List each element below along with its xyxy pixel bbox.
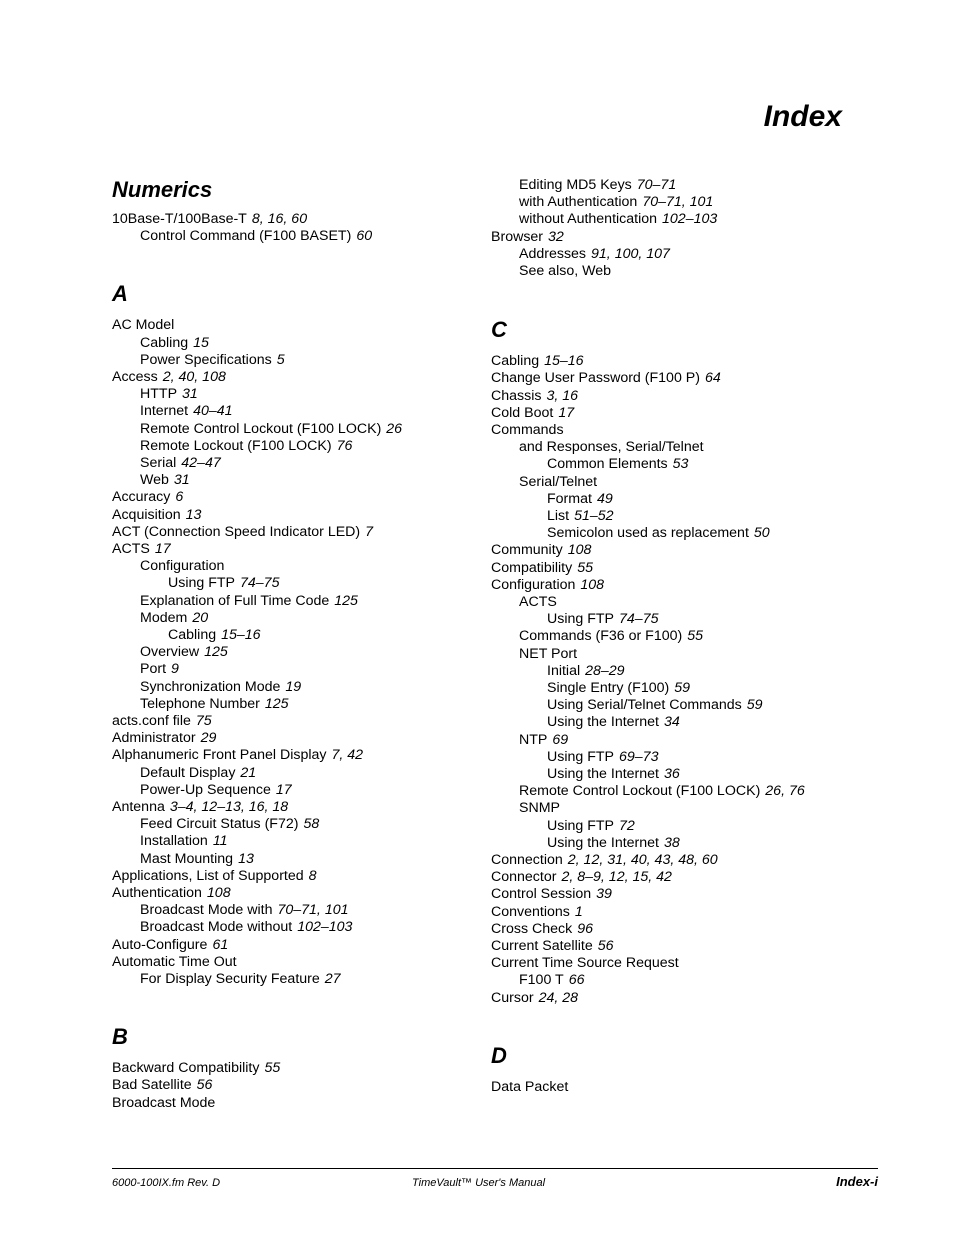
index-entry-term: AC Model [112,317,175,334]
index-entry-term: Change User Password (F100 P) [491,370,700,387]
footer-page-number: Index-i [836,1174,878,1189]
index-entry [140,782,292,799]
index-entry-term: Compatibility [491,559,573,576]
index-entry-pages: 53 [672,456,689,473]
index-entry-pages: 13 [238,850,254,867]
index-entry-pages: 50 [753,525,770,542]
index-entry-term: Authentication [112,885,202,901]
index-entry-pages: 7 [365,523,374,540]
index-entry [140,438,352,455]
index-entry-term: Antenna [112,799,165,815]
index-entry-pages: 125 [264,695,289,712]
index-entry-term: Commands (F36 or F100) [519,628,683,645]
index-entry [491,560,593,577]
footer-doc-id: 6000-100IX.fm Rev. D [112,1177,221,1189]
index-entry [519,732,568,749]
index-entry-pages: 17 [154,541,171,557]
index-entry-pages: 76 [336,437,353,454]
index-entry [519,211,717,228]
index-entry-term: Cabling [168,627,217,643]
index-entry-pages: 34 [664,714,680,731]
index-entry-term: Configuration [140,558,225,575]
index-entry [519,646,577,663]
index-entry-term: Applications, List of Supported [112,867,304,884]
index-entry-pages: 17 [558,404,575,421]
index-entry [491,955,679,972]
index-entry [140,421,402,438]
index-entry-term: Initial [547,662,581,679]
index-entry-term: Automatic Time Out [112,953,237,970]
page-title: Index [763,100,842,133]
index-entry-term: Configuration [491,576,576,593]
section-heading: D [491,1042,507,1068]
index-entry [112,937,228,954]
index-entry-term: Acquisition [112,506,181,523]
index-entry [491,542,591,559]
index-entry-pages: 29 [200,730,217,747]
index-entry-term: Serial [140,455,177,471]
index-entry-pages: 56 [196,1077,213,1094]
index-entry [491,852,718,869]
index-entry-term: Cabling [491,353,540,370]
index-entry [519,800,560,817]
index-entry-term: Broadcast Mode without [140,919,293,936]
index-entry [547,663,625,680]
index-entry-term: Web [140,472,169,489]
index-entry [140,558,224,575]
index-entry [491,577,604,594]
index-entry-term: Accuracy [112,489,171,506]
index-entry-term: Community [491,542,563,559]
index-entry-pages: 61 [212,936,229,953]
index-entry [112,885,231,902]
index-entry [140,851,254,868]
index-entry [140,403,233,420]
index-entry [140,816,319,833]
index-entry [547,491,613,508]
index-entry-term: Format [547,490,592,507]
index-entry-pages: 19 [285,678,302,695]
index-entry-pages: 74–75 [619,611,659,628]
index-entry-term: acts.conf file [112,713,191,729]
index-entry-term: Remote Lockout (F100 LOCK) [140,437,332,454]
index-entry-pages: 42–47 [181,455,221,471]
index-entry-term: Using the Internet [547,834,659,851]
index-entry-pages: 64 [704,370,721,387]
index-entry-pages: 102–103 [297,919,353,936]
index-entry [519,439,704,456]
index-entry [491,388,578,405]
index-entry-term: Connector [491,869,557,886]
index-entry-term: NET Port [519,645,578,662]
index-entry [547,508,614,525]
index-entry [112,1077,212,1094]
index-entry-term: Alphanumeric Front Panel Display [112,747,327,764]
index-entry-pages: 15–16 [544,353,584,370]
index-entry [491,938,614,955]
index-entry-pages: 15 [193,334,209,351]
index-entry [491,405,574,422]
index-entry-term: Explanation of Full Time Code [140,592,330,609]
footer-rule [112,1168,878,1169]
index-entry [140,833,228,850]
index-entry-pages: 15–16 [221,627,261,643]
index-entry-term: and Responses, Serial/Telnet [519,439,704,456]
index-entry-term: For Display Security Feature [140,971,320,987]
index-entry-term: Synchronization Mode [140,678,281,695]
section-heading: C [491,317,507,343]
index-entry-pages: 2, 12, 31, 40, 43, 48, 60 [567,852,718,868]
index-entry [491,886,612,903]
index-entry-pages: 75 [195,713,212,729]
index-entry [112,524,373,541]
index-entry-term: with Authentication [519,194,638,211]
index-entry [491,370,721,387]
index-entry [112,868,317,885]
index-entry-pages: 125 [334,592,358,609]
index-entry-pages: 70–71, 101 [642,194,714,211]
index-entry-term: Cold Boot [491,404,554,421]
index-entry-term: Power Specifications [140,351,272,368]
index-entry-pages: 58 [303,816,320,833]
index-entry-pages: 17 [275,781,292,798]
index-entry [140,593,358,610]
index-entry-pages: 8 [308,867,317,884]
index-entry [547,835,680,852]
index-entry-pages: 40–41 [193,403,233,420]
index-entry-pages: 96 [577,920,593,937]
index-entry-pages: 2, 8–9, 12, 15, 42 [561,869,672,886]
index-entry [140,919,352,936]
index-entry-term: Broadcast Mode with [140,902,273,919]
index-entry [168,575,279,592]
index-entry-term: List [547,508,570,524]
index-entry-term: Using FTP [547,748,615,765]
index-entry-term: Using FTP [547,817,615,834]
index-entry-pages: 55 [687,628,703,645]
index-entry-term: Using the Internet [547,714,659,731]
index-entry-pages: 28–29 [585,662,625,679]
index-entry-term: Cursor [491,989,534,1006]
index-entry [112,369,226,386]
index-entry-term: Current Satellite [491,938,593,954]
index-entry-term: HTTP [140,386,178,403]
index-entry [519,263,611,280]
index-entry-pages: 56 [597,938,614,954]
index-entry [547,714,680,731]
index-entry-term: Auto-Configure [112,936,208,953]
index-entry-term: Mast Mounting [140,850,234,867]
index-entry [112,507,201,524]
index-entry [491,990,578,1007]
footer-manual-title: TimeVault™ User's Manual [412,1177,546,1189]
index-entry-term: Using FTP [547,611,615,628]
index-entry-pages: 31 [173,472,190,489]
index-entry [547,697,763,714]
index-entry-term: Control Session [491,886,592,903]
index-entry-pages: 38 [664,834,680,851]
index-entry-term: Chassis [491,387,542,404]
index-entry-term: ACT (Connection Speed Indicator LED) [112,523,361,540]
index-entry [140,971,341,988]
index-entry-pages: 108 [567,542,592,559]
index-entry-term: Cabling [140,334,189,351]
index-entry-term: 10Base-T/100Base-T [112,211,247,227]
index-entry-term: Bad Satellite [112,1077,192,1094]
index-entry [519,628,703,645]
index-entry-pages: 2, 40, 108 [162,369,226,385]
section-heading: Numerics [112,177,213,202]
index-entry-pages: 36 [664,766,680,782]
index-entry [547,749,658,766]
index-entry-pages: 39 [596,886,612,903]
index-entry-term: Serial/Telnet [519,473,598,490]
index-entry-pages: 72 [619,817,635,834]
index-entry [112,799,288,816]
index-entry [112,730,216,747]
index-entry-term: Single Entry (F100) [547,680,670,696]
index-entry-term: Commands [491,422,564,438]
index-entry-pages: 125 [204,644,228,661]
index-entry-term: Feed Circuit Status (F72) [140,816,299,833]
index-entry-term: without Authentication [519,211,658,228]
index-entry-pages: 55 [577,559,593,576]
index-entry [547,766,680,783]
index-entry-pages: 55 [264,1060,281,1077]
index-entry-term: Current Time Source Request [491,955,679,972]
index-entry-term: Using Serial/Telnet Commands [547,697,742,714]
index-entry-pages: 108 [580,576,605,593]
index-entry-term: Semicolon used as replacement [547,525,749,542]
index-entry [112,489,183,506]
index-entry [112,211,307,228]
index-entry [491,869,672,886]
index-entry-pages: 60 [356,228,373,245]
index-entry-term: NTP [519,731,548,748]
index-entry-pages: 3–4, 12–13, 16, 18 [169,799,289,815]
index-entry-pages: 69–73 [619,748,659,765]
index-entry [547,456,688,473]
index-entry-term: Browser [491,228,544,245]
index-entry [519,194,713,211]
index-entry [140,455,221,472]
index-entry [491,422,564,439]
index-entry-pages: 59 [674,680,691,696]
index-entry-pages: 6 [175,489,184,506]
index-entry [547,818,635,835]
index-entry-term: ACTS [112,541,150,557]
index-entry [491,353,584,370]
index-entry-pages: 20 [192,609,209,626]
index-entry [547,611,658,628]
index-entry-pages: 74–75 [240,575,280,592]
index-entry-term: Overview [140,644,200,661]
index-entry-pages: 70–71, 101 [277,902,349,919]
index-entry-term: Data Packet [491,1078,569,1095]
index-entry [112,1095,215,1112]
index-entry [140,902,349,919]
index-entry-term: F100 T [519,972,564,989]
index-entry [112,317,174,334]
index-entry-pages: 13 [185,506,202,523]
index-entry-pages: 26 [386,420,403,437]
index-entry-pages: 51–52 [574,508,614,524]
index-entry [491,1079,568,1096]
index-entry-pages: 3, 16 [546,387,579,404]
index-entry-term: Remote Control Lockout (F100 LOCK) [519,783,761,800]
index-entry [547,680,690,697]
index-entry [519,474,597,491]
index-entry [168,627,261,644]
index-entry-term: Internet [140,403,189,420]
index-entry [112,954,237,971]
index-entry-pages: 31 [182,386,198,403]
index-entry-term: ACTS [519,594,557,610]
index-entry [140,765,256,782]
index-entry-pages: 49 [596,490,613,507]
index-entry [140,644,228,661]
index-entry-pages: 1 [574,903,583,920]
index-entry [140,352,285,369]
section-heading: A [112,281,128,307]
index-entry-term: Addresses [519,245,587,262]
index-entry [519,246,670,263]
index-entry-pages: 11 [212,833,228,850]
index-entry-term: Using FTP [168,575,236,592]
index-entry [112,541,171,558]
index-entry-term: Common Elements [547,456,668,473]
index-entry-term: Power-Up Sequence [140,781,271,798]
index-entry-term: Modem [140,609,188,626]
index-entry-pages: 32 [548,228,564,245]
index-entry [140,661,179,678]
index-entry-pages: 59 [746,697,763,714]
index-entry-pages: 27 [324,971,341,987]
index-entry [140,335,209,352]
index-entry-pages: 9 [171,661,179,678]
index-entry [140,696,289,713]
index-entry [112,713,212,730]
index-entry [140,228,372,245]
index-entry [519,783,805,800]
index-entry-pages: 66 [568,972,585,989]
index-entry-term: SNMP [519,800,560,817]
index-entry-term: Control Command (F100 BASET) [140,228,352,245]
index-entry [140,679,301,696]
index-entry-term: Conventions [491,903,570,920]
index-entry [491,229,564,246]
index-entry-term: Port [140,661,167,678]
index-entry-pages: 5 [276,351,285,368]
index-entry [519,177,676,194]
section-heading: B [112,1024,128,1050]
index-entry-term: See also, Web [519,263,612,279]
index-entry [547,525,770,542]
index-entry [140,610,208,627]
index-entry-pages: 102–103 [662,211,718,228]
index-entry-term: Access [112,369,158,385]
index-entry [519,972,584,989]
index-entry-pages: 70–71 [636,177,677,193]
index-entry [140,472,190,489]
index-entry-pages: 21 [240,764,257,781]
index-entry [140,386,198,403]
index-entry-pages: 8, 16, 60 [251,211,308,227]
index-entry-term: Administrator [112,730,196,747]
index-entry-pages: 69 [552,731,569,748]
index-entry-pages: 24, 28 [538,989,579,1006]
index-entry [491,921,593,938]
index-entry-term: Default Display [140,764,236,781]
index-entry-term: Installation [140,833,208,850]
index-entry-term: Editing MD5 Keys [519,177,632,193]
index-entry-pages: 91, 100, 107 [591,245,670,262]
index-entry-pages: 7, 42 [331,747,364,764]
index-entry-pages: 26, 76 [765,783,805,800]
index-entry [112,747,363,764]
index-entry [491,904,583,921]
index-entry-term: Broadcast Mode [112,1094,216,1111]
index-entry-pages: 108 [206,885,231,901]
index-entry [112,1060,280,1077]
index-entry-term: Remote Control Lockout (F100 LOCK) [140,420,382,437]
index-entry-term: Backward Compatibility [112,1060,260,1077]
index-entry-term: Using the Internet [547,766,659,782]
index-entry-term: Cross Check [491,920,573,937]
index-entry [519,594,557,611]
index-entry-term: Telephone Number [140,695,260,712]
index-entry-term: Connection [491,852,563,868]
